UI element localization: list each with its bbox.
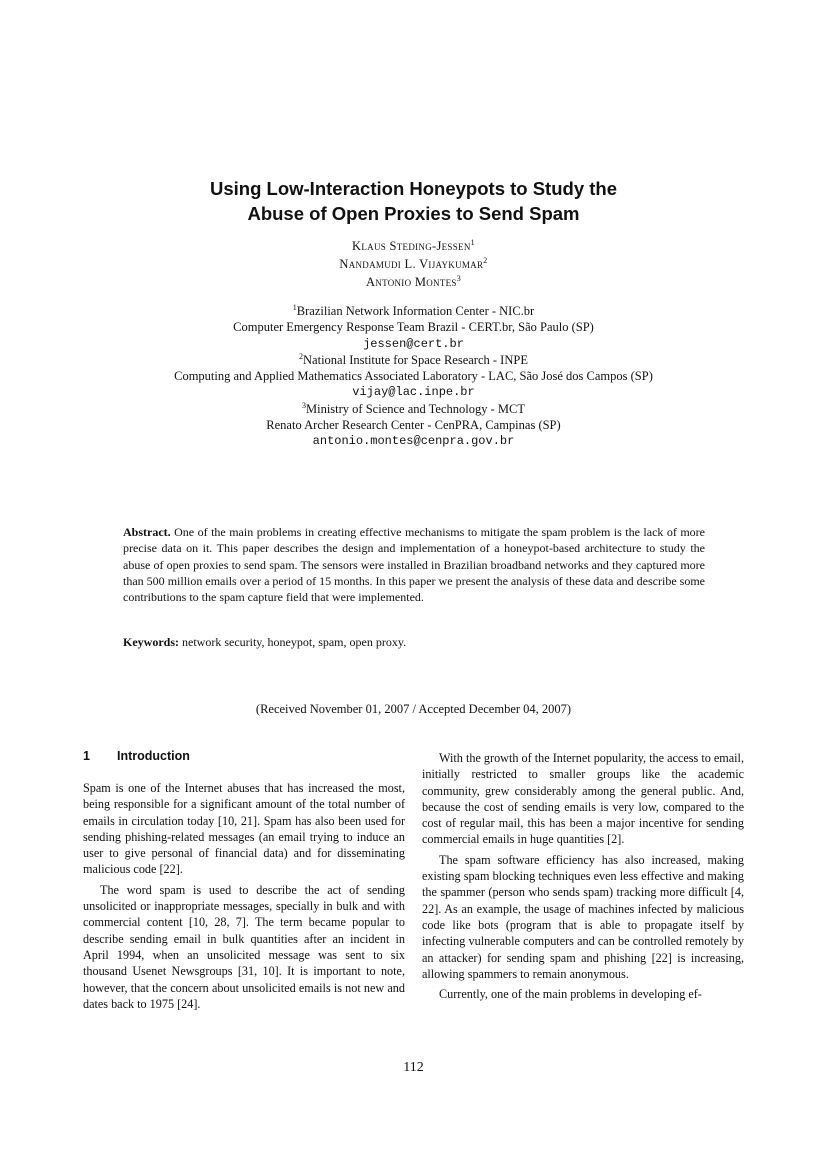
author-affil-marker: 1 [470,238,475,247]
left-column [83,748,405,1012]
keywords-text: network security, honeypot, spam, open proxy. [182,635,407,649]
author-name: Nandamudi L. Vijaykumar [339,257,484,271]
affiliation-name: National Institute for Space Research - INPE [303,352,528,367]
author-name: Klaus Steding-Jessen [352,239,471,253]
received-dates: (Received November 01, 2007 / Accepted December 04, 2007) [255,702,572,716]
section-heading [83,748,405,764]
paper-title [0,176,827,226]
author-affil-marker: 2 [483,256,488,265]
affiliation-name: Brazilian Network Information Center - NIC.br [296,304,535,318]
paragraph: The spam software efficiency has also increased, making existing spam blocking techniques even less effective and making the spammer (person who sends spam) tracking more difficult [4, 22]. As an example, the usage of machines infected by malicious code like bots (program that is able to propagate itself by infecting vulnerable computers and can be controlled remotely by an attacker) for sending spam and phishing [22] is increasing, allowing spammers to remain anonymous. [422,852,744,981]
affil-marker: 2 [299,351,304,361]
affiliation-line: Renato Archer Research Center - CenPRA, Campinas (SP) [266,418,561,433]
affiliation-line [0,352,827,368]
page-number: 112 [403,1060,424,1075]
author-list [0,237,827,291]
paragraph: Currently, one of the main problems in developing ef- [439,987,702,1002]
author [0,255,827,273]
author-name: Antonio Montes [365,275,457,289]
author [0,237,827,255]
author-affil-marker: 3 [456,274,462,283]
author-email: jessen@cert.br [363,336,464,351]
author-email: vijay@lac.inpe.br [352,385,475,400]
section-title: Introduction [117,749,190,763]
author-email: antonio.montes@cenpra.gov.br [312,434,515,449]
author [0,273,827,291]
affiliation-line [0,401,827,417]
affiliation-line: Computing and Applied Mathematics Associated Laboratory - LAC, São José dos Campos (SP) [174,369,653,384]
paragraph: The word spam is used to describe the act of sending unsolicited or inappropriate messages, specially in bulk and with commercial content [10, 28, 7]. The term became popular to describe sending email in bulk quantities after an incident in April 1994, when an unsolicited message was sent to six thousand Usenet Newsgroups [31, 10]. It is important to note, however, that the concern about unsolicited emails is not new and dates back to 1975 [24]. [83,882,405,1011]
abstract-text: One of the main problems in creating effective mechanisms to mitigate the spam problem is the lack of more precise data on it. This paper describes the design and implementation of a honeypot-based architecture to study the abuse of open proxies to send spam. The sensors were installed in Brazilian broadband networks and they captured more than 500 million emails over a period of 15 months. In this paper we present the analysis of these data and describe some contributions to the spam capture field that were implemented. [123,525,705,605]
affil-marker: 3 [302,400,306,410]
title-line-1: Using Low-Interaction Honeypots to Study the [210,178,617,199]
abstract [123,524,705,605]
right-column [422,750,744,1002]
keywords [123,634,705,650]
affil-marker: 1 [292,303,297,312]
affiliation-line [0,303,827,319]
affiliation-name: Ministry of Science and Technology - MCT [306,401,525,416]
paragraph: With the growth of the Internet popularity, the access to email, initially restricted to smaller groups like the academic community, grew considerably among the general public. And, because the cost of sending emails is very low, compared to the cost of regular mail, this has been a major incentive for sending commercial emails in huge quantities [2]. [422,751,744,847]
keywords-label: Keywords: [123,635,179,649]
paragraph: Spam is one of the Internet abuses that has increased the most, being responsible for a significant amount of the total number of emails in circulation today [10, 21]. Spam has also been used for sending phishing-related messages (an email trying to induce an user to give personal of financial data) and for disseminating malicious code [22]. [83,781,405,877]
section-number: 1 [83,749,90,763]
affiliations [0,303,827,450]
abstract-label: Abstract. [123,525,171,539]
affiliation-line: Computer Emergency Response Team Brazil - CERT.br, São Paulo (SP) [233,320,594,335]
title-line-2: Abuse of Open Proxies to Send Spam [247,203,580,224]
